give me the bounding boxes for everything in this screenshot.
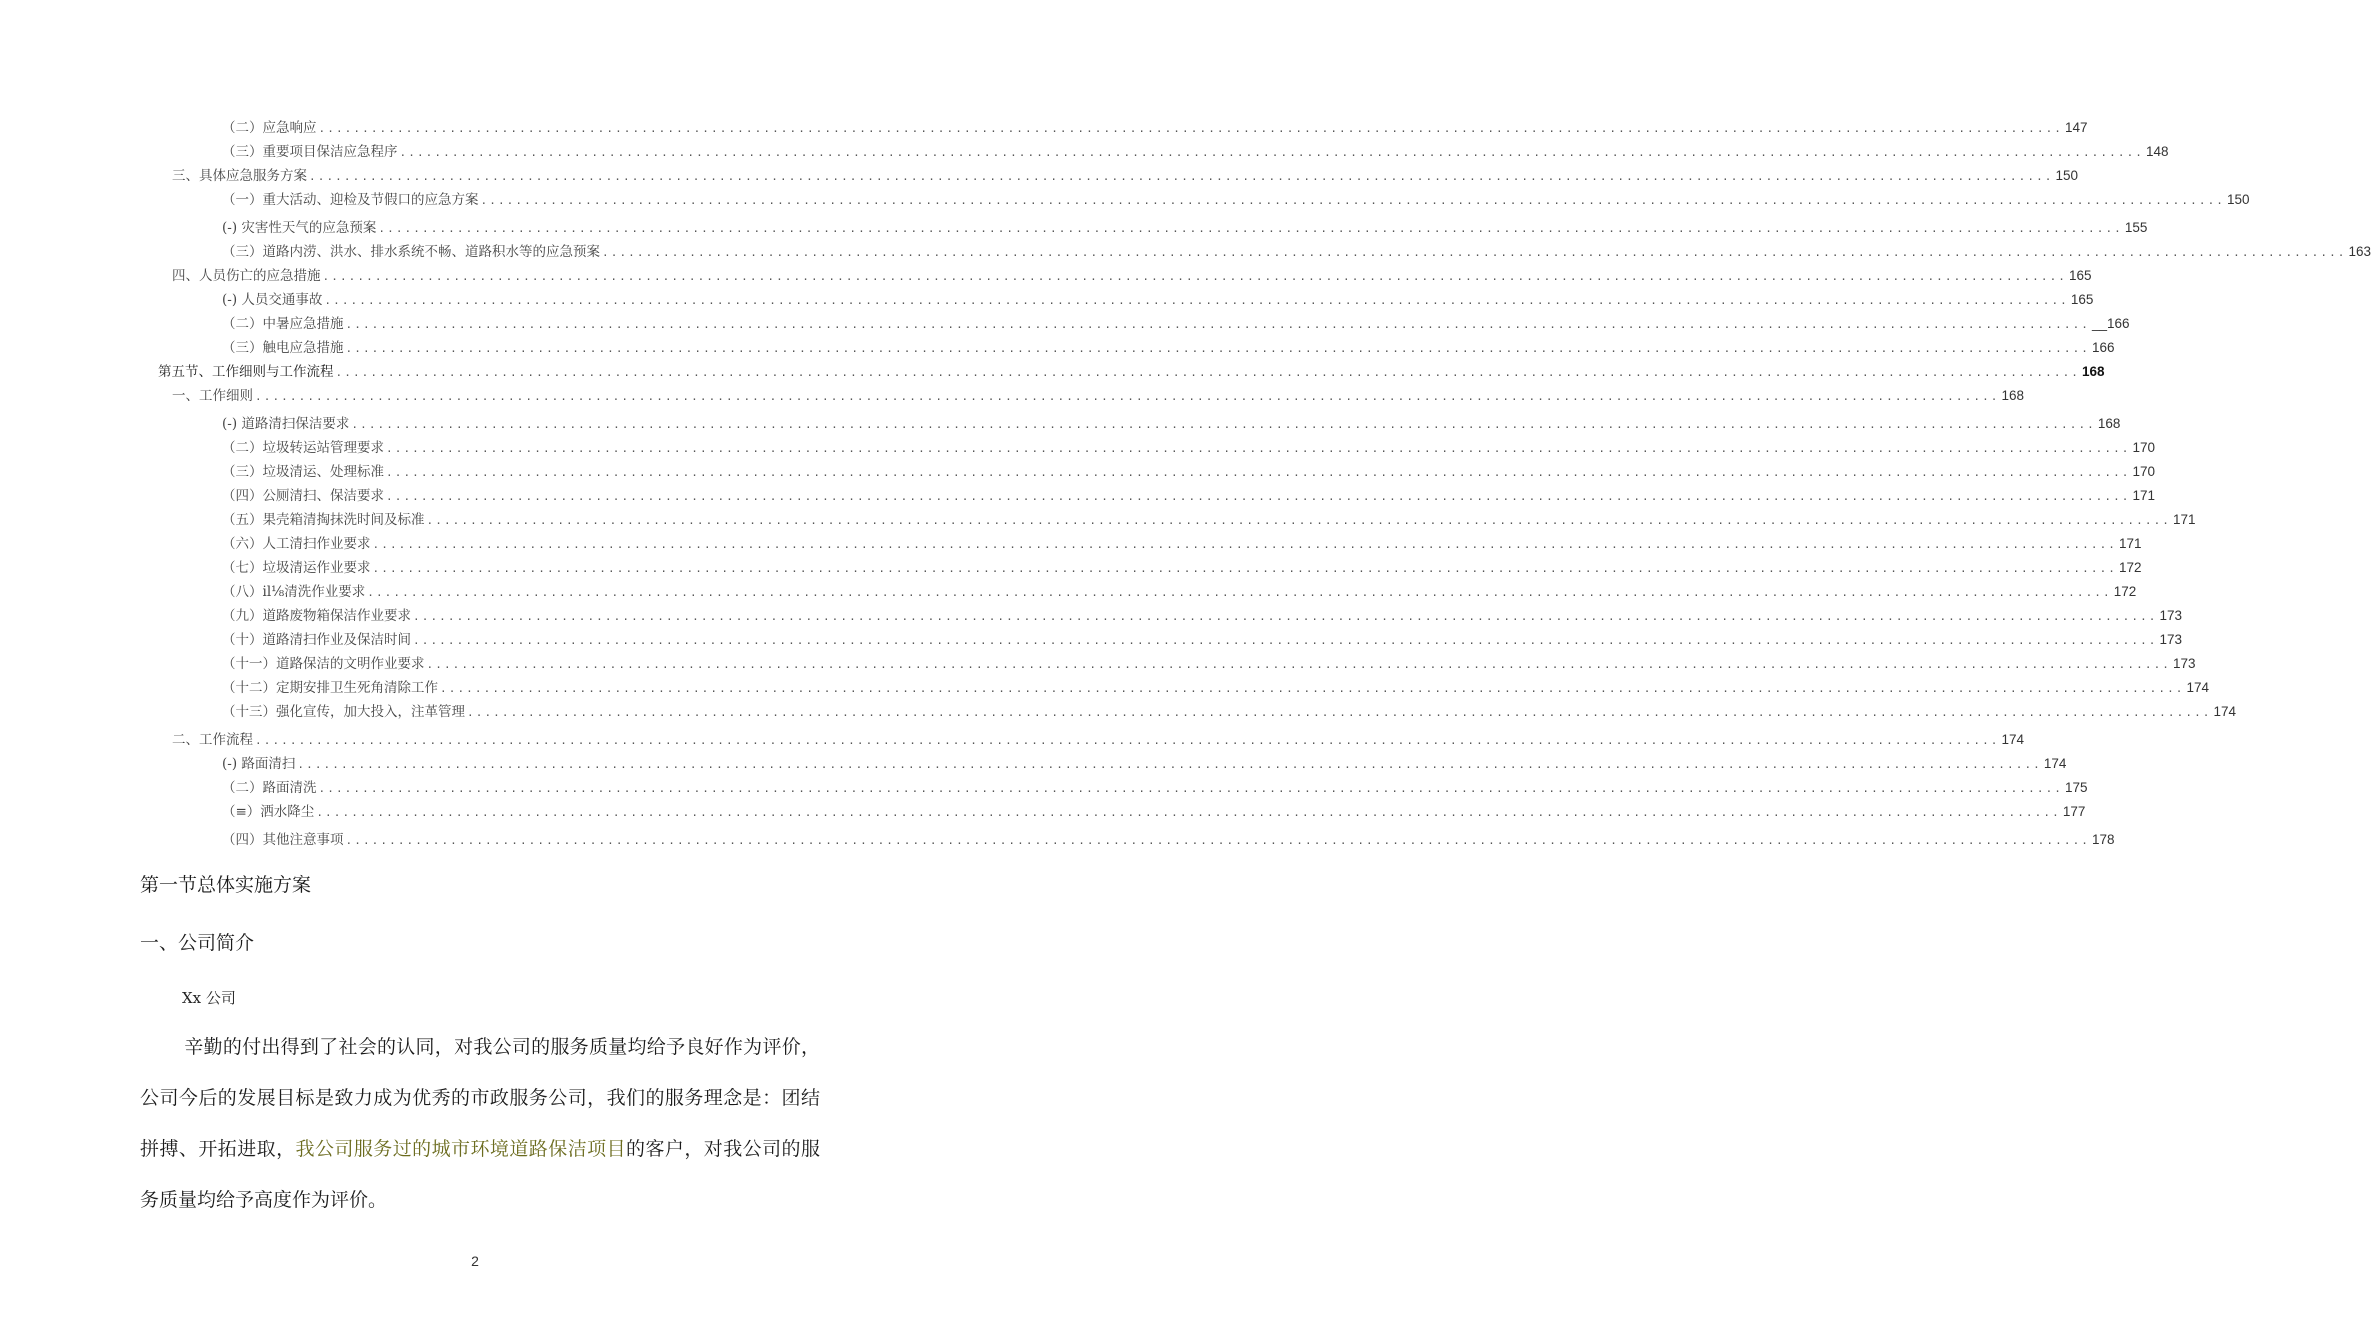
toc-entry: [222, 436, 2156, 456]
toc-entry-label: （十）道路清扫作业及保洁时间: [222, 632, 411, 648]
toc-entry: [222, 460, 2156, 480]
toc-leader-dots: ........................................................................................................................................................................................................: [378, 222, 2123, 235]
toc-entry-label: 一、工作细则: [172, 388, 253, 404]
toc-leader-dots: ........................................................................................................................................................................................................: [386, 490, 2131, 503]
toc-entry-label: （二）中暑应急措施: [222, 316, 344, 332]
toc-entry-page: 163: [2348, 244, 2371, 259]
toc-entry-page: 174: [2186, 680, 2210, 695]
toc-leader-dots: ........................................................................................................................................................................................................: [372, 562, 2118, 575]
toc-entry: [222, 312, 2130, 332]
toc-entry-label: （十一）道路保洁的文明作业要求: [222, 656, 425, 672]
toc-leader-dots: ........................................................................................................................................................................................................: [413, 610, 2158, 623]
toc-entry: [158, 360, 2105, 380]
toc-leader-dots: ........................................................................................................................................................................................................: [318, 122, 2064, 135]
toc-leader-dots: ........................................................................................................................................................................................................: [602, 246, 2347, 259]
toc-leader-dots: ........................................................................................................................................................................................................: [386, 442, 2131, 455]
toc-entry-label: （≡）洒水降尘: [222, 804, 315, 820]
toc-entry-label: (-) 人员交通事故: [222, 292, 323, 308]
toc-entry-page: 174: [2213, 704, 2237, 719]
intro-paragraph: [140, 1022, 820, 1226]
toc-entry-label: 第五节、工作细则与工作流程: [158, 364, 334, 380]
toc-entry: [222, 828, 2115, 848]
toc-entry-page: 168: [2097, 416, 2121, 431]
toc-entry: [222, 676, 2210, 696]
toc-leader-dots: ........................................................................................................................................................................................................: [351, 418, 2096, 431]
toc-leader-dots: ........................................................................................................................................................................................................: [318, 782, 2064, 795]
toc-leader-dots: ........................................................................................................................................................................................................: [309, 170, 2054, 183]
toc-leader-dots: ........................................................................................................................................................................................................: [386, 466, 2131, 479]
toc-entry: [222, 604, 2183, 624]
paragraph-highlight: 我公司服务过的城市环境道路保洁项目: [295, 1138, 627, 1160]
toc-entry-label: （九）道路废物箱保洁作业要求: [222, 608, 411, 624]
toc-entry-page: 168: [2082, 364, 2105, 379]
toc-entry: [222, 700, 2237, 720]
toc-entry-label: （二）路面清洗: [222, 780, 317, 796]
toc-entry: [222, 800, 2086, 820]
toc-leader-dots: ........................................................................................................................................................................................................: [322, 270, 2068, 283]
company-name: Xx 公司: [182, 989, 236, 1007]
toc-entry: [222, 216, 2148, 236]
toc-leader-dots: ........................................................................................................................................................................................................: [297, 758, 2042, 771]
toc-leader-dots: ........................................................................................................................................................................................................: [480, 194, 2226, 207]
page-number: 2: [471, 1253, 479, 1269]
toc-entry: [222, 628, 2183, 648]
toc-leader-dots: ........................................................................................................................................................................................................: [345, 834, 2091, 847]
toc-leader-dots: ........................................................................................................................................................................................................: [426, 658, 2172, 671]
toc-entry-page: 171: [2132, 488, 2156, 503]
toc-entry-page: 171: [2119, 536, 2142, 551]
toc-entry: [222, 752, 2067, 772]
toc-entry-page: 177: [2062, 804, 2086, 819]
toc-entry-page: 170: [2132, 440, 2156, 455]
toc-leader-dots: ........................................................................................................................................................................................................: [440, 682, 2185, 695]
toc-entry: [222, 652, 2196, 672]
toc-entry-label: （四）其他注意事项: [222, 832, 344, 848]
toc-leader-dots: ........................................................................................................................................................................................................: [467, 706, 2212, 719]
toc-entry-page: 166: [2092, 340, 2115, 355]
toc-entry-label: （十三）强化宣传，加大投入，注革管理: [222, 704, 465, 720]
toc-entry-page: 171: [2173, 512, 2196, 527]
toc-entry-page: 155: [2124, 220, 2148, 235]
toc-leader-dots: ........................................................................................................................................................................................................: [426, 514, 2172, 527]
toc-entry-page: 170: [2132, 464, 2156, 479]
toc-entry: [222, 508, 2196, 528]
toc-leader-dots: ........................................................................................................................................................................................................: [399, 146, 2145, 159]
toc-leader-dots: ........................................................................................................................................................................................................: [413, 634, 2158, 647]
toc-entry-page: 178: [2092, 832, 2115, 847]
toc-entry-page: 150: [2055, 168, 2079, 183]
toc-entry: [172, 264, 2092, 284]
toc-entry-page: 174: [2043, 756, 2067, 771]
toc-entry: [222, 240, 2371, 260]
toc-entry-page: __166: [2092, 316, 2130, 331]
toc-entry-label: （六）人工清扫作业要求: [222, 536, 371, 552]
toc-entry: [172, 384, 2025, 404]
toc-leader-dots: ........................................................................................................................................................................................................: [255, 734, 2000, 747]
toc-entry-label: （一）重大活动、迎检及节假口的应急方案: [222, 192, 479, 208]
toc-entry-page: 174: [2001, 732, 2025, 747]
paragraph-text-before: 辛勤的付出得到了社会的认同，对我公司的服务质量均给予良好作为评价，公司今后的发展目标是致力成为优秀的市政服务公司，我们的服务理念是：团结拼搏、开拓进取，: [140, 1036, 820, 1160]
toc-entry-page: 175: [2065, 780, 2088, 795]
toc-entry: [172, 728, 2025, 748]
toc-entry-page: 172: [2113, 584, 2137, 599]
toc-leader-dots: ........................................................................................................................................................................................................: [255, 390, 2000, 403]
toc-entry-label: （八）il⅛清洗作业要求: [222, 584, 366, 600]
toc-entry-page: 173: [2159, 608, 2183, 623]
toc-entry-label: （五）果壳箱清掏抹洗时间及标准: [222, 512, 425, 528]
toc-entry: [222, 556, 2142, 576]
toc-entry: [222, 412, 2121, 432]
toc-entry-page: 165: [2069, 268, 2092, 283]
toc-entry: [222, 336, 2115, 356]
toc-entry-label: 三、具体应急服务方案: [172, 168, 307, 184]
toc-entry-label: (-) 道路清扫保洁要求: [222, 416, 350, 432]
toc-entry-page: 173: [2173, 656, 2196, 671]
toc-entry: [172, 164, 2079, 184]
toc-entry: [222, 116, 2088, 136]
toc-entry-label: （七）垃圾清运作业要求: [222, 560, 371, 576]
toc-entry-label: (-) 路面清扫: [222, 756, 296, 772]
toc-entry: [222, 484, 2156, 504]
toc-entry-label: （二）垃圾转运站管理要求: [222, 440, 384, 456]
toc-entry-label: (-) 灾害性天气的应急预案: [222, 220, 377, 236]
toc-entry-page: 168: [2001, 388, 2025, 403]
toc-entry-label: （四）公厕清扫、保洁要求: [222, 488, 384, 504]
toc-leader-dots: ........................................................................................................................................................................................................: [345, 318, 2091, 331]
toc-entry-label: （三）道路内涝、洪水、排水系统不畅、道路积水等的应急预案: [222, 244, 600, 260]
toc-entry-page: 172: [2119, 560, 2142, 575]
paragraph-text-after: 的客户，对我公司的服务质量均给予高度作为评价。: [140, 1138, 820, 1211]
toc-entry: [222, 288, 2094, 308]
subsection-title: 一、公司简介: [140, 932, 255, 954]
toc-entry: [222, 188, 2250, 208]
toc-entry: [222, 776, 2088, 796]
toc-entry-label: （三）触电应急措施: [222, 340, 344, 356]
toc-entry-page: 165: [2070, 292, 2094, 307]
toc-entry-page: 147: [2065, 120, 2088, 135]
toc-entry: [222, 580, 2137, 600]
toc-entry: [222, 140, 2169, 160]
toc-leader-dots: ........................................................................................................................................................................................................: [324, 294, 2069, 307]
toc-entry-page: 150: [2227, 192, 2250, 207]
toc-entry-label: 四、人员伤亡的应急措施: [172, 268, 321, 284]
toc-entry-label: （二）应急响应: [222, 120, 317, 136]
toc-leader-dots: ........................................................................................................................................................................................................: [367, 586, 2112, 599]
toc-entry-page: 148: [2146, 144, 2169, 159]
toc-entry-label: （三）重要项目保洁应急程序: [222, 144, 398, 160]
section-title: 第一节总体实施方案: [140, 874, 312, 896]
toc-entry: [222, 532, 2142, 552]
toc-entry-label: （十二）定期安排卫生死角清除工作: [222, 680, 438, 696]
toc-leader-dots: ........................................................................................................................................................................................................: [316, 806, 2061, 819]
toc-entry-label: （三）垃圾清运、处理标准: [222, 464, 384, 480]
toc-leader-dots: ........................................................................................................................................................................................................: [372, 538, 2118, 551]
toc-leader-dots: ........................................................................................................................................................................................................: [335, 366, 2081, 379]
toc-entry-page: 173: [2159, 632, 2183, 647]
toc-entry-label: 二、工作流程: [172, 732, 253, 748]
toc-leader-dots: ........................................................................................................................................................................................................: [345, 342, 2091, 355]
